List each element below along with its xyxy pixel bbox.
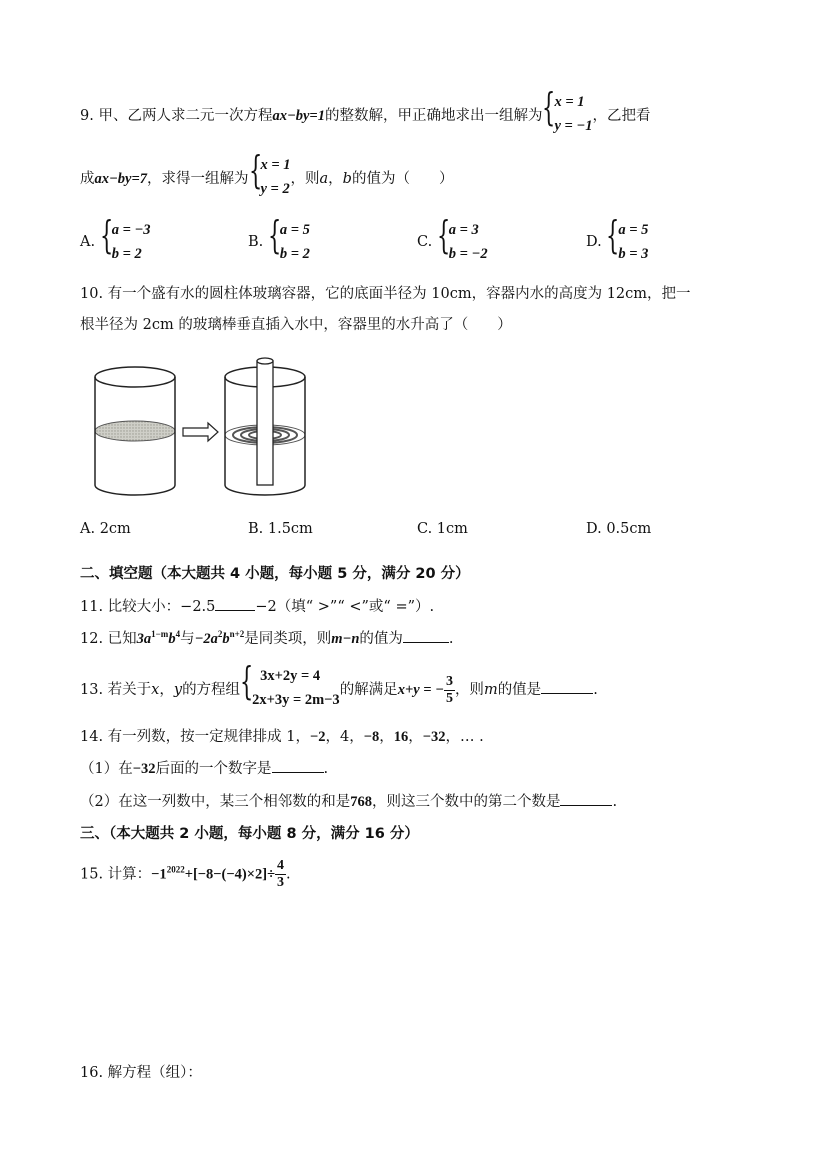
- exponent: 1−m: [151, 629, 169, 640]
- q9-solution1: { x = 1 y = −1: [542, 90, 592, 138]
- seq-item: −2: [310, 729, 326, 745]
- eq-row: a = −3: [111, 222, 151, 238]
- q10-line1: 10. 有一个盛有水的圆柱体玻璃容器，它的底面半径为 10cm，容器内水的高度为 12cm，把一: [80, 286, 691, 302]
- q9-line2: [80, 148, 454, 203]
- eq-row: b = 3: [618, 246, 649, 262]
- q9-text: ，则: [290, 171, 320, 187]
- q12-expr: m−n: [331, 631, 360, 647]
- eq-row: 3x+2y = 4: [260, 668, 321, 684]
- q12-term: −2a: [194, 631, 218, 647]
- q9-text: 的整数解，甲正确地求出一组解为: [324, 108, 543, 124]
- q16: 16. 解方程（组）：: [80, 1065, 202, 1081]
- option-system: { a = −3 b = 2: [100, 218, 151, 266]
- q11-answer-blank[interactable]: [215, 596, 255, 611]
- q13-text: ，: [159, 682, 174, 698]
- q14-text: ，… .: [445, 729, 484, 745]
- option-label: D.: [586, 234, 602, 250]
- fraction: [444, 674, 455, 707]
- q14-number: 768: [350, 794, 372, 810]
- option-system: { a = 5 b = 2: [268, 218, 310, 266]
- eq-row: y = 2: [260, 181, 290, 197]
- q14-intro: 14. 有一列数，按一定规律排成 1，−2，4，−8，16，−32，… .: [80, 729, 484, 745]
- q14-number: −32: [132, 761, 156, 777]
- option-label: B.: [248, 234, 264, 250]
- seq-item: −8: [363, 729, 380, 745]
- q9-text: ，: [328, 171, 343, 187]
- exponent: n+2: [229, 629, 245, 640]
- q13-text: 的方程组: [182, 682, 241, 698]
- option-value: 0.5cm: [606, 521, 652, 537]
- option-label: C.: [417, 521, 433, 537]
- q12-text: 是同类项，则: [244, 631, 332, 647]
- option-value: 1cm: [436, 521, 468, 537]
- q12-term: 3a: [136, 631, 152, 647]
- eq-row: 2x+3y = 2m−3: [252, 692, 340, 708]
- q12-text: 与: [180, 631, 195, 647]
- q12: [80, 627, 454, 648]
- q9-option-a[interactable]: [80, 213, 151, 266]
- q9-text: 甲、乙两人求二元一次方程: [98, 108, 273, 124]
- var-b: b: [342, 171, 352, 187]
- eq-row: y = −1: [554, 118, 593, 134]
- exponent: 2: [217, 629, 223, 640]
- numerator: 3: [445, 673, 453, 689]
- q9-option-b[interactable]: [248, 213, 310, 266]
- q9-number: 9.: [80, 108, 94, 124]
- seq-item: −32: [422, 729, 446, 745]
- q9-text: ，乙把看: [592, 108, 651, 124]
- q14-text: （2）在这一列数中，某三个相邻数的和是: [80, 794, 351, 810]
- q12-text: 的值为: [359, 631, 403, 647]
- q15-expr: +[−8−(−4)×2]÷: [184, 866, 276, 883]
- q15-text: 15. 计算：: [80, 866, 152, 883]
- q13-system: { 3x+2y = 4 2x+3y = 2m−3: [240, 664, 340, 712]
- q9-line1: [80, 85, 651, 140]
- cylinder-figure: [90, 355, 310, 500]
- section3-title: 三、（本大题共 2 小题，每小题 8 分，满分 16 分）: [80, 826, 419, 842]
- q15: [80, 858, 291, 891]
- option-value: 2cm: [99, 521, 131, 537]
- q13-text: .: [593, 682, 598, 698]
- q14-text: ，则这三个数中的第二个数是: [371, 794, 561, 810]
- q14-sub2: [80, 790, 617, 811]
- denominator: 3: [277, 875, 285, 890]
- var-x: x: [151, 682, 160, 698]
- seq-item: 4: [340, 729, 350, 745]
- option-label: A.: [80, 521, 96, 537]
- q13: [80, 659, 598, 714]
- q13-text: 的解满足: [339, 682, 398, 698]
- option-value: 1.5cm: [267, 521, 313, 537]
- q14-sub1-answer-blank[interactable]: [272, 758, 324, 773]
- option-system: { a = 3 b = −2: [437, 218, 488, 266]
- q12-term: b: [168, 631, 176, 647]
- q9-text: ，求得一组解为: [147, 171, 249, 187]
- q11-text: 11. 比较大小：−2.5: [80, 599, 216, 615]
- q13-text: ，则: [454, 682, 484, 698]
- var-y: y: [173, 682, 183, 698]
- cylinder-before: [95, 367, 175, 495]
- eq-row: b = −2: [448, 246, 488, 262]
- q12-text: .: [448, 631, 454, 647]
- eq-row: b = 2: [111, 246, 142, 262]
- exponent: 2022: [166, 864, 185, 875]
- q10-option-c[interactable]: [417, 521, 468, 537]
- q14-text: 后面的一个数字是: [155, 761, 272, 777]
- q13-condition: x+y = −: [397, 682, 444, 698]
- var-a: a: [319, 171, 329, 187]
- eq-row: a = 3: [448, 222, 479, 238]
- exponent: 4: [175, 629, 181, 640]
- q12-answer-blank[interactable]: [403, 628, 449, 643]
- q9-solution2: { x = 1 y = 2: [249, 153, 291, 201]
- var-m: m: [483, 682, 498, 698]
- q14-sub1: [80, 757, 328, 778]
- q13-text: 13. 若关于: [80, 682, 152, 698]
- option-label: D.: [586, 521, 602, 537]
- q9-option-d[interactable]: [586, 213, 649, 266]
- option-label: B.: [248, 521, 264, 537]
- q11-text: −2（填“ >”“ <”或“ =”）.: [255, 599, 435, 615]
- q10-option-b[interactable]: [248, 521, 313, 537]
- eq-row: x = 1: [554, 94, 585, 110]
- q12-text: 12. 已知: [80, 631, 137, 647]
- q14-sub2-answer-blank[interactable]: [560, 791, 612, 806]
- q12-term: b: [222, 631, 230, 647]
- arrow-icon: [183, 423, 218, 441]
- numerator: 4: [277, 858, 285, 873]
- option-system: { a = 5 b = 3: [606, 218, 648, 266]
- seq-item: 16: [393, 729, 409, 745]
- eq-row: a = 5: [279, 222, 310, 238]
- q14-text: .: [323, 761, 329, 777]
- q11: [80, 595, 434, 616]
- q9-option-c[interactable]: [417, 213, 488, 266]
- denominator: 5: [445, 690, 453, 706]
- fraction: [275, 858, 286, 891]
- option-label: A.: [80, 234, 96, 250]
- cylinder-after: [225, 358, 305, 495]
- q13-text: 的值是: [497, 682, 542, 698]
- q14-text: （1）在: [80, 761, 133, 777]
- q9-equation2: ax−by=7: [94, 171, 147, 187]
- q10-option-d[interactable]: [586, 521, 651, 537]
- q15-text: .: [286, 866, 291, 883]
- q14-text: 14. 有一列数，按一定规律排成 1，: [80, 729, 311, 745]
- q9-text: 成: [80, 171, 95, 187]
- q9-text: 的值为（ ）: [351, 171, 454, 187]
- q14-text: .: [612, 794, 618, 810]
- q15-expr: −1: [151, 866, 167, 883]
- eq-row: a = 5: [618, 222, 649, 238]
- q10-line2: 根半径为 2cm 的玻璃棒垂直插入水中，容器里的水升高了（ ）: [80, 317, 512, 333]
- q10-option-a[interactable]: [80, 521, 131, 537]
- q9-equation: ax−by=1: [272, 108, 325, 124]
- eq-row: x = 1: [260, 157, 291, 173]
- section2-title: 二、填空题（本大题共 4 小题，每小题 5 分，满分 20 分）: [80, 566, 470, 582]
- eq-row: b = 2: [279, 246, 310, 262]
- option-label: C.: [417, 234, 433, 250]
- q13-answer-blank[interactable]: [541, 679, 593, 694]
